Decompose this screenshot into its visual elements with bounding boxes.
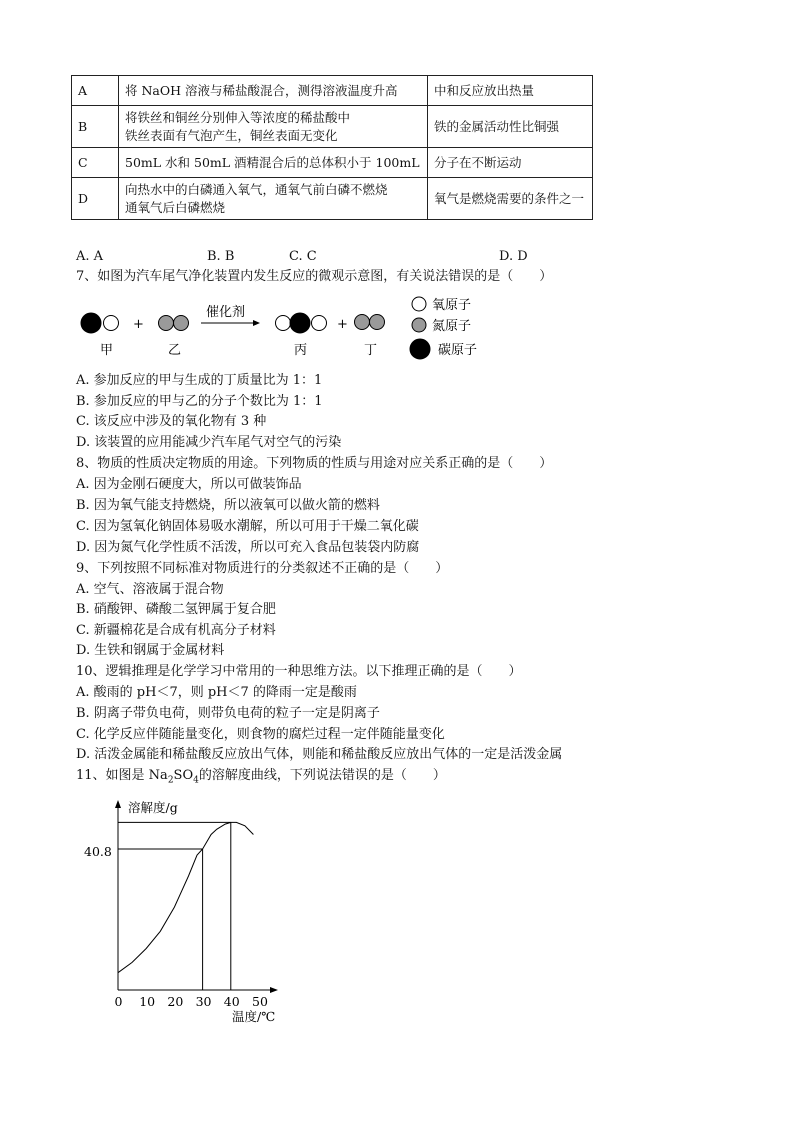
label-bing: 丙 (294, 343, 308, 358)
experiment-line: 50mL 水和 50mL 酒精混合后的总体积小于 100mL (125, 154, 420, 170)
q6-choice-a: A. A (76, 249, 104, 264)
x-tick-label: 40 (223, 994, 240, 1009)
q10-option-d: D. 活泼金属能和稀盐酸反应放出气体，则能和稀盐酸反应放出气体的一定是活泼金属 (76, 747, 563, 762)
q8-option-d: D. 因为氮气化学性质不活泼，所以可充入食品包装袋内防腐 (76, 540, 420, 555)
x-tick-label: 0 (114, 994, 123, 1009)
solubility-curve (118, 822, 253, 972)
q7-option-b: B. 参加反应的甲与乙的分子个数比为 1：1 (76, 394, 323, 409)
q7-reaction-diagram (76, 290, 516, 365)
molecule-yi-nitrogen-1 (159, 316, 174, 331)
q9-option-a: A. 空气、溶液属于混合物 (76, 582, 224, 597)
q10-option-b: B. 阴离子带负电荷，则带负电荷的粒子一定是阴离子 (76, 706, 380, 721)
q9-option-b: B. 硝酸钾、磷酸二氢钾属于复合肥 (76, 602, 276, 617)
q10-option-c: C. 化学反应伴随能量变化，则食物的腐烂过程一定伴随能量变化 (76, 727, 445, 742)
experiment-line: 铁丝表面有气泡产生，铜丝表面无变化 (125, 127, 338, 143)
q10-stem: 10、逻辑推理是化学学习中常用的一种思维方法。以下推理正确的是（ ） (76, 664, 522, 679)
row-letter: B (72, 106, 119, 148)
row-experiment (119, 178, 428, 220)
row-letter: D (72, 178, 119, 220)
row-conclusion: 氧气是燃烧需要的条件之一 (428, 178, 593, 220)
q6-choice-c: C. C (289, 249, 317, 264)
table-row (72, 148, 593, 178)
experiment-line: 将 NaOH 溶液与稀盐酸混合，测得溶液温度升高 (125, 82, 398, 98)
table-row (72, 106, 593, 148)
q7-option-c: C. 该反应中涉及的氧化物有 3 种 (76, 414, 267, 429)
experiment-line: 将铁丝和铜丝分别伸入等浓度的稀盐酸中 (125, 109, 351, 125)
legend-oxygen-icon (412, 297, 426, 311)
molecule-ding-nitrogen-1 (355, 315, 370, 330)
molecule-ding-nitrogen-2 (370, 315, 385, 330)
row-letter: C (72, 148, 119, 178)
catalyst-label: 催化剂 (206, 305, 246, 320)
experiment-line: 向热水中的白磷通入氧气，通氧气前白磷不燃烧 (125, 181, 388, 197)
q6-options-table (71, 75, 593, 220)
x-tick-label: 20 (167, 994, 184, 1009)
x-tick-label: 50 (252, 994, 268, 1009)
row-conclusion: 铁的金属活动性比铜强 (428, 106, 593, 148)
legend-nitrogen-label: 氮原子 (432, 319, 472, 334)
molecule-jia-oxygen (104, 316, 119, 331)
x-axis-arrow (270, 987, 278, 993)
legend-nitrogen-icon (412, 318, 426, 332)
molecule-bing-carbon (290, 313, 310, 333)
x-tick-label: 30 (195, 994, 212, 1009)
row-experiment (119, 106, 428, 148)
molecule-bing-oxygen-1 (276, 316, 291, 331)
row-letter: A (72, 76, 119, 106)
molecule-jia-carbon (81, 313, 101, 333)
q7-stem: 7、如图为汽车尾气净化装置内发生反应的微观示意图，有关说法错误的是（ ） (76, 269, 553, 284)
x-tick-label: 10 (139, 994, 156, 1009)
row-experiment (119, 148, 428, 178)
label-ding: 丁 (364, 343, 378, 358)
x-axis-label: 温度/℃ (232, 1009, 276, 1024)
q6-choice-d: D. D (499, 249, 528, 264)
legend-carbon-icon (410, 339, 430, 359)
q11-stem-post: 的溶解度曲线，下列说法错误的是（ ） (198, 768, 446, 783)
plus-sign-1: + (133, 317, 144, 332)
y-axis-arrow (115, 800, 121, 808)
molecule-bing-oxygen-2 (312, 316, 327, 331)
x-tick-labels (115, 994, 268, 1009)
q7-option-d: D. 该装置的应用能减少汽车尾气对空气的污染 (76, 435, 342, 450)
q10-option-a: A. 酸雨的 pH＜7，则 pH＜7 的降雨一定是酸雨 (76, 685, 357, 700)
table-row (72, 178, 593, 220)
experiment-line: 通氧气后白磷燃烧 (125, 199, 226, 215)
solubility-chart (76, 792, 306, 1027)
molecule-yi-nitrogen-2 (174, 316, 189, 331)
q6-choice-b: B. B (207, 249, 235, 264)
q9-option-d: D. 生铁和钢属于金属材料 (76, 643, 225, 658)
label-yi: 乙 (168, 343, 182, 358)
q11-sub-1: 2 (167, 775, 174, 786)
q9-option-c: C. 新疆棉花是合成有机高分子材料 (76, 623, 276, 638)
q7-option-a: A. 参加反应的甲与生成的丁质量比为 1：1 (76, 373, 323, 388)
q11-stem-mid: SO (173, 768, 194, 783)
q11-sub-2: 4 (193, 775, 199, 786)
reaction-arrow-head (253, 320, 260, 326)
table-row (72, 76, 593, 106)
q11-stem (76, 767, 446, 790)
q8-stem: 8、物质的性质决定物质的用途。下列物质的性质与用途对应关系正确的是（ ） (76, 456, 553, 471)
row-conclusion: 中和反应放出热量 (428, 76, 593, 106)
q11-stem-pre: 11、如图是 Na (76, 768, 168, 783)
y-axis-label: 溶解度/g (128, 800, 178, 815)
row-experiment (119, 76, 428, 106)
q8-option-b: B. 因为氧气能支持燃烧，所以液氧可以做火箭的燃料 (76, 498, 380, 513)
label-jia: 甲 (100, 343, 114, 358)
row-conclusion: 分子在不断运动 (428, 148, 593, 178)
q9-stem: 9、下列按照不同标准对物质进行的分类叙述不正确的是（ ） (76, 561, 449, 576)
q8-option-c: C. 因为氢氧化钠固体易吸水潮解，所以可用于干燥二氧化碳 (76, 519, 419, 534)
q8-option-a: A. 因为金刚石硬度大，所以可做装饰品 (76, 477, 302, 492)
legend-oxygen-label: 氧原子 (432, 298, 472, 313)
legend-carbon-label: 碳原子 (438, 343, 478, 358)
y-mark-40-8: 40.8 (84, 844, 112, 859)
plus-sign-2: + (337, 317, 348, 332)
